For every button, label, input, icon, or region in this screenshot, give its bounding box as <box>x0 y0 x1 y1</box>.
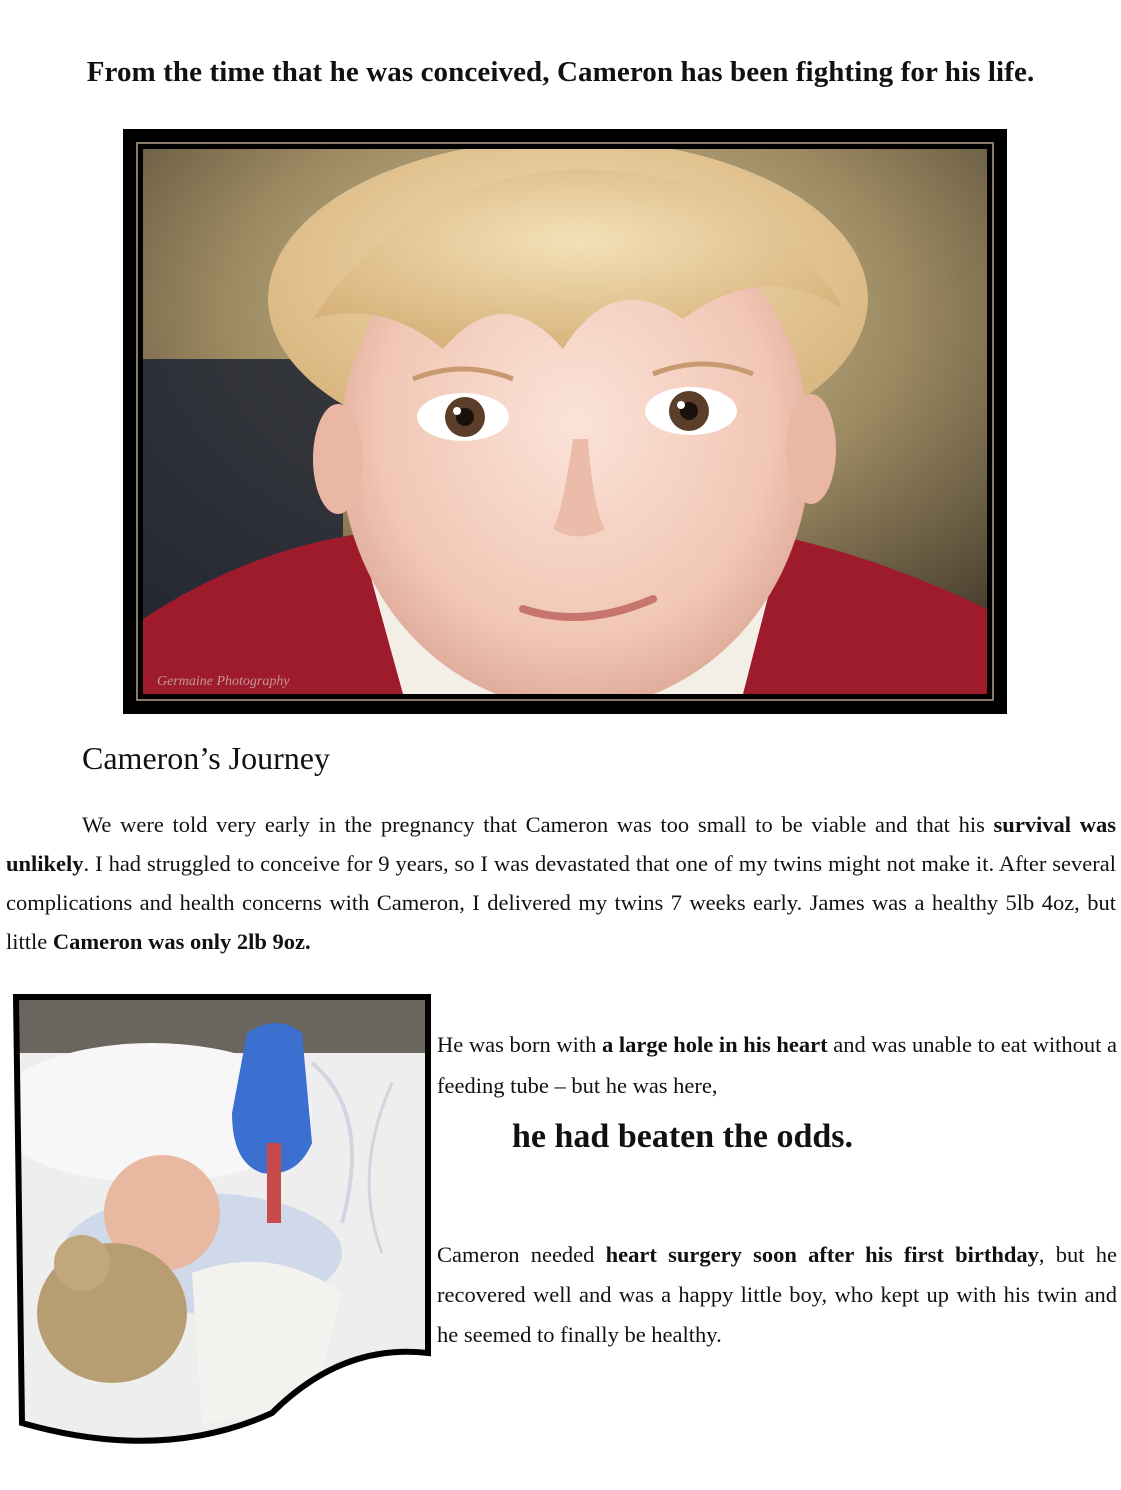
bold-text-run: a large hole in his heart <box>602 1032 828 1057</box>
text-run: , but he recovered well and was a happy little boy, who kept up with his twin and he seemed to finally be healthy. <box>437 1242 1117 1347</box>
text-run: and was unable to eat without a feeding tube – but he was here, <box>437 1032 1117 1098</box>
section-title: Cameron’s Journey <box>82 740 330 776</box>
hero-photo-frame <box>123 129 1007 714</box>
photo-watermark: Germaine Photography <box>157 674 290 689</box>
odds-callout: he had beaten the odds. <box>512 1118 854 1155</box>
surgery-paragraph <box>437 1235 1117 1355</box>
text-run: We were told very early in the pregnancy that Cameron was too small to be viable and that his <box>82 812 994 837</box>
hospital-photo <box>12 993 432 1453</box>
text-run: Cameron needed <box>437 1242 606 1267</box>
hospital-photo-illustration <box>12 993 432 1453</box>
text-run: He was born with <box>437 1032 602 1057</box>
child-portrait-photo <box>143 149 987 694</box>
text-run: . I had struggled to conceive for 9 years, so I was devastated that one of my twins might not make it. After several complications and health concerns with Cameron, I delivered my twins 7 weeks early. James was a healthy 5lb 4oz, but little <box>6 851 1116 954</box>
bold-text-run: survival was unlikely <box>6 812 1116 876</box>
hero-photo-inner-border <box>136 142 994 701</box>
child-portrait-illustration <box>143 149 987 694</box>
bold-text-run: heart surgery soon after his first birthday <box>605 1242 1039 1267</box>
heart-paragraph <box>437 1024 1117 1106</box>
bold-text-run: Cameron was only 2lb 9oz. <box>52 929 311 954</box>
intro-paragraph <box>6 805 1116 961</box>
page-headline: From the time that he was conceived, Cameron has been fighting for his life. <box>86 56 1035 88</box>
